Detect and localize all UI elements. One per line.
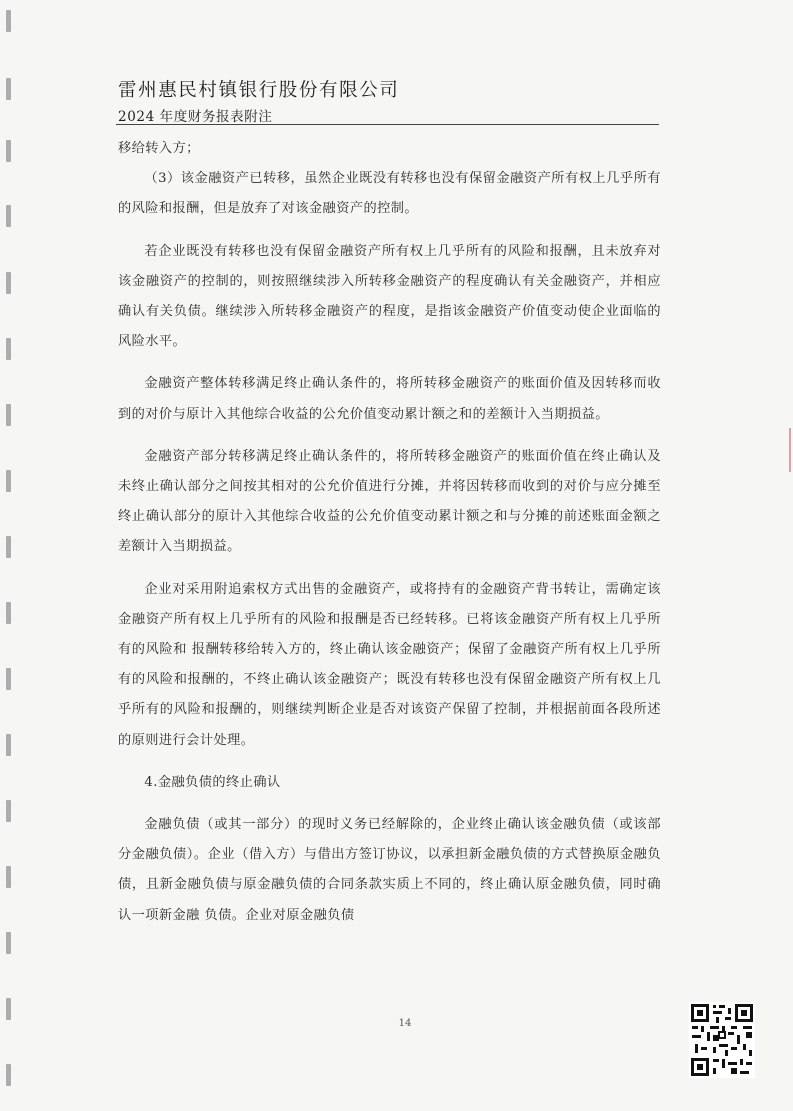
binding-mark bbox=[6, 10, 11, 32]
binding-mark bbox=[6, 470, 11, 492]
binding-mark bbox=[6, 734, 11, 756]
section-heading: 4.金融负债的终止确认 bbox=[144, 774, 281, 790]
scan-binding-strip bbox=[0, 0, 20, 1111]
binding-mark bbox=[6, 932, 11, 954]
binding-mark bbox=[6, 602, 11, 624]
paragraph: 企业对采用附追索权方式出售的金融资产，或将持有的金融资产背书转让，需确定该金融资产所有权上几乎所有的风险和报酬是否已经转移。已将该金融资产所有权上几乎所有的风险和 报酬转移给转入方的，终止确认该金融资产；保留了金融资产所有权上几乎所有的风险和报酬的，不终止确认该金融资产；既没有转移也没有保留金融资产所有权上几乎所有的风险和报酬的，则继续判断企业是否对该资产保留了控制，并根据前面各段所述的原则进行会计处理。 bbox=[118, 581, 661, 748]
binding-mark bbox=[6, 998, 11, 1020]
paragraph: 金融资产部分转移满足终止确认条件的，将所转移金融资产的账面价值在终止确认及未终止确认部分之间按其相对的公允价值进行分摊，并将因转移而收到的对价与应分摊至终止确认部分的原计入其他综合收益的公允价值变动累计额之和与分摊的前述账面金额之差额计入当期损益。 bbox=[118, 448, 661, 555]
paragraph: 金融资产整体转移满足终止确认条件的，将所转移金融资产的账面价值及因转移而收到的对价与原计入其他综合收益的公允价值变动累计额之和的差额计入当期损益。 bbox=[118, 376, 661, 422]
binding-mark bbox=[6, 78, 11, 100]
binding-mark bbox=[6, 140, 11, 162]
page-number: 14 bbox=[398, 1018, 412, 1029]
binding-mark bbox=[6, 1064, 11, 1086]
binding-mark bbox=[6, 866, 11, 888]
paragraph: 金融负债（或其一部分）的现时义务已经解除的，企业终止确认该金融负债（或该部分金融负债）。企业（借入方）与借出方签订协议，以承担新金融负债的方式替换原金融负债，且新金融负债与原金融负债的合同条款实质上不同的，终止确认原金融负债，同时确认一项新金融 负债。企业对原金融负债 bbox=[118, 817, 661, 923]
binding-mark bbox=[6, 205, 11, 227]
binding-mark bbox=[6, 800, 11, 822]
qr-code-icon bbox=[689, 1002, 755, 1078]
document-body bbox=[118, 134, 661, 931]
paragraph: （3）该金融资产已转移，虽然企业既没有转移也没有保留金融资产所有权上几乎所有的风险和报酬，但是放弃了对该金融资产的控制。 bbox=[118, 171, 661, 217]
binding-mark bbox=[6, 404, 11, 426]
report-subtitle: 2024 年度财务报表附注 bbox=[118, 109, 273, 125]
binding-mark bbox=[6, 536, 11, 558]
company-title: 雷州惠民村镇银行股份有限公司 bbox=[118, 80, 400, 101]
scan-edge-mark bbox=[789, 428, 791, 472]
binding-mark bbox=[6, 338, 11, 360]
binding-mark bbox=[6, 668, 11, 690]
header-divider bbox=[116, 124, 659, 125]
paragraph: 若企业既没有转移也没有保留金融资产所有权上几乎所有的风险和报酬，且未放弃对该金融资产的控制的，则按照继续涉入所转移金融资产的程度确认有关金融资产，并相应确认有关负债。继续涉入所转移金融资产的程度，是指该金融资产价值变动使企业面临的风险水平。 bbox=[118, 243, 661, 350]
binding-mark bbox=[6, 272, 11, 294]
paragraph-continuation: 移给转入方； bbox=[118, 141, 200, 156]
